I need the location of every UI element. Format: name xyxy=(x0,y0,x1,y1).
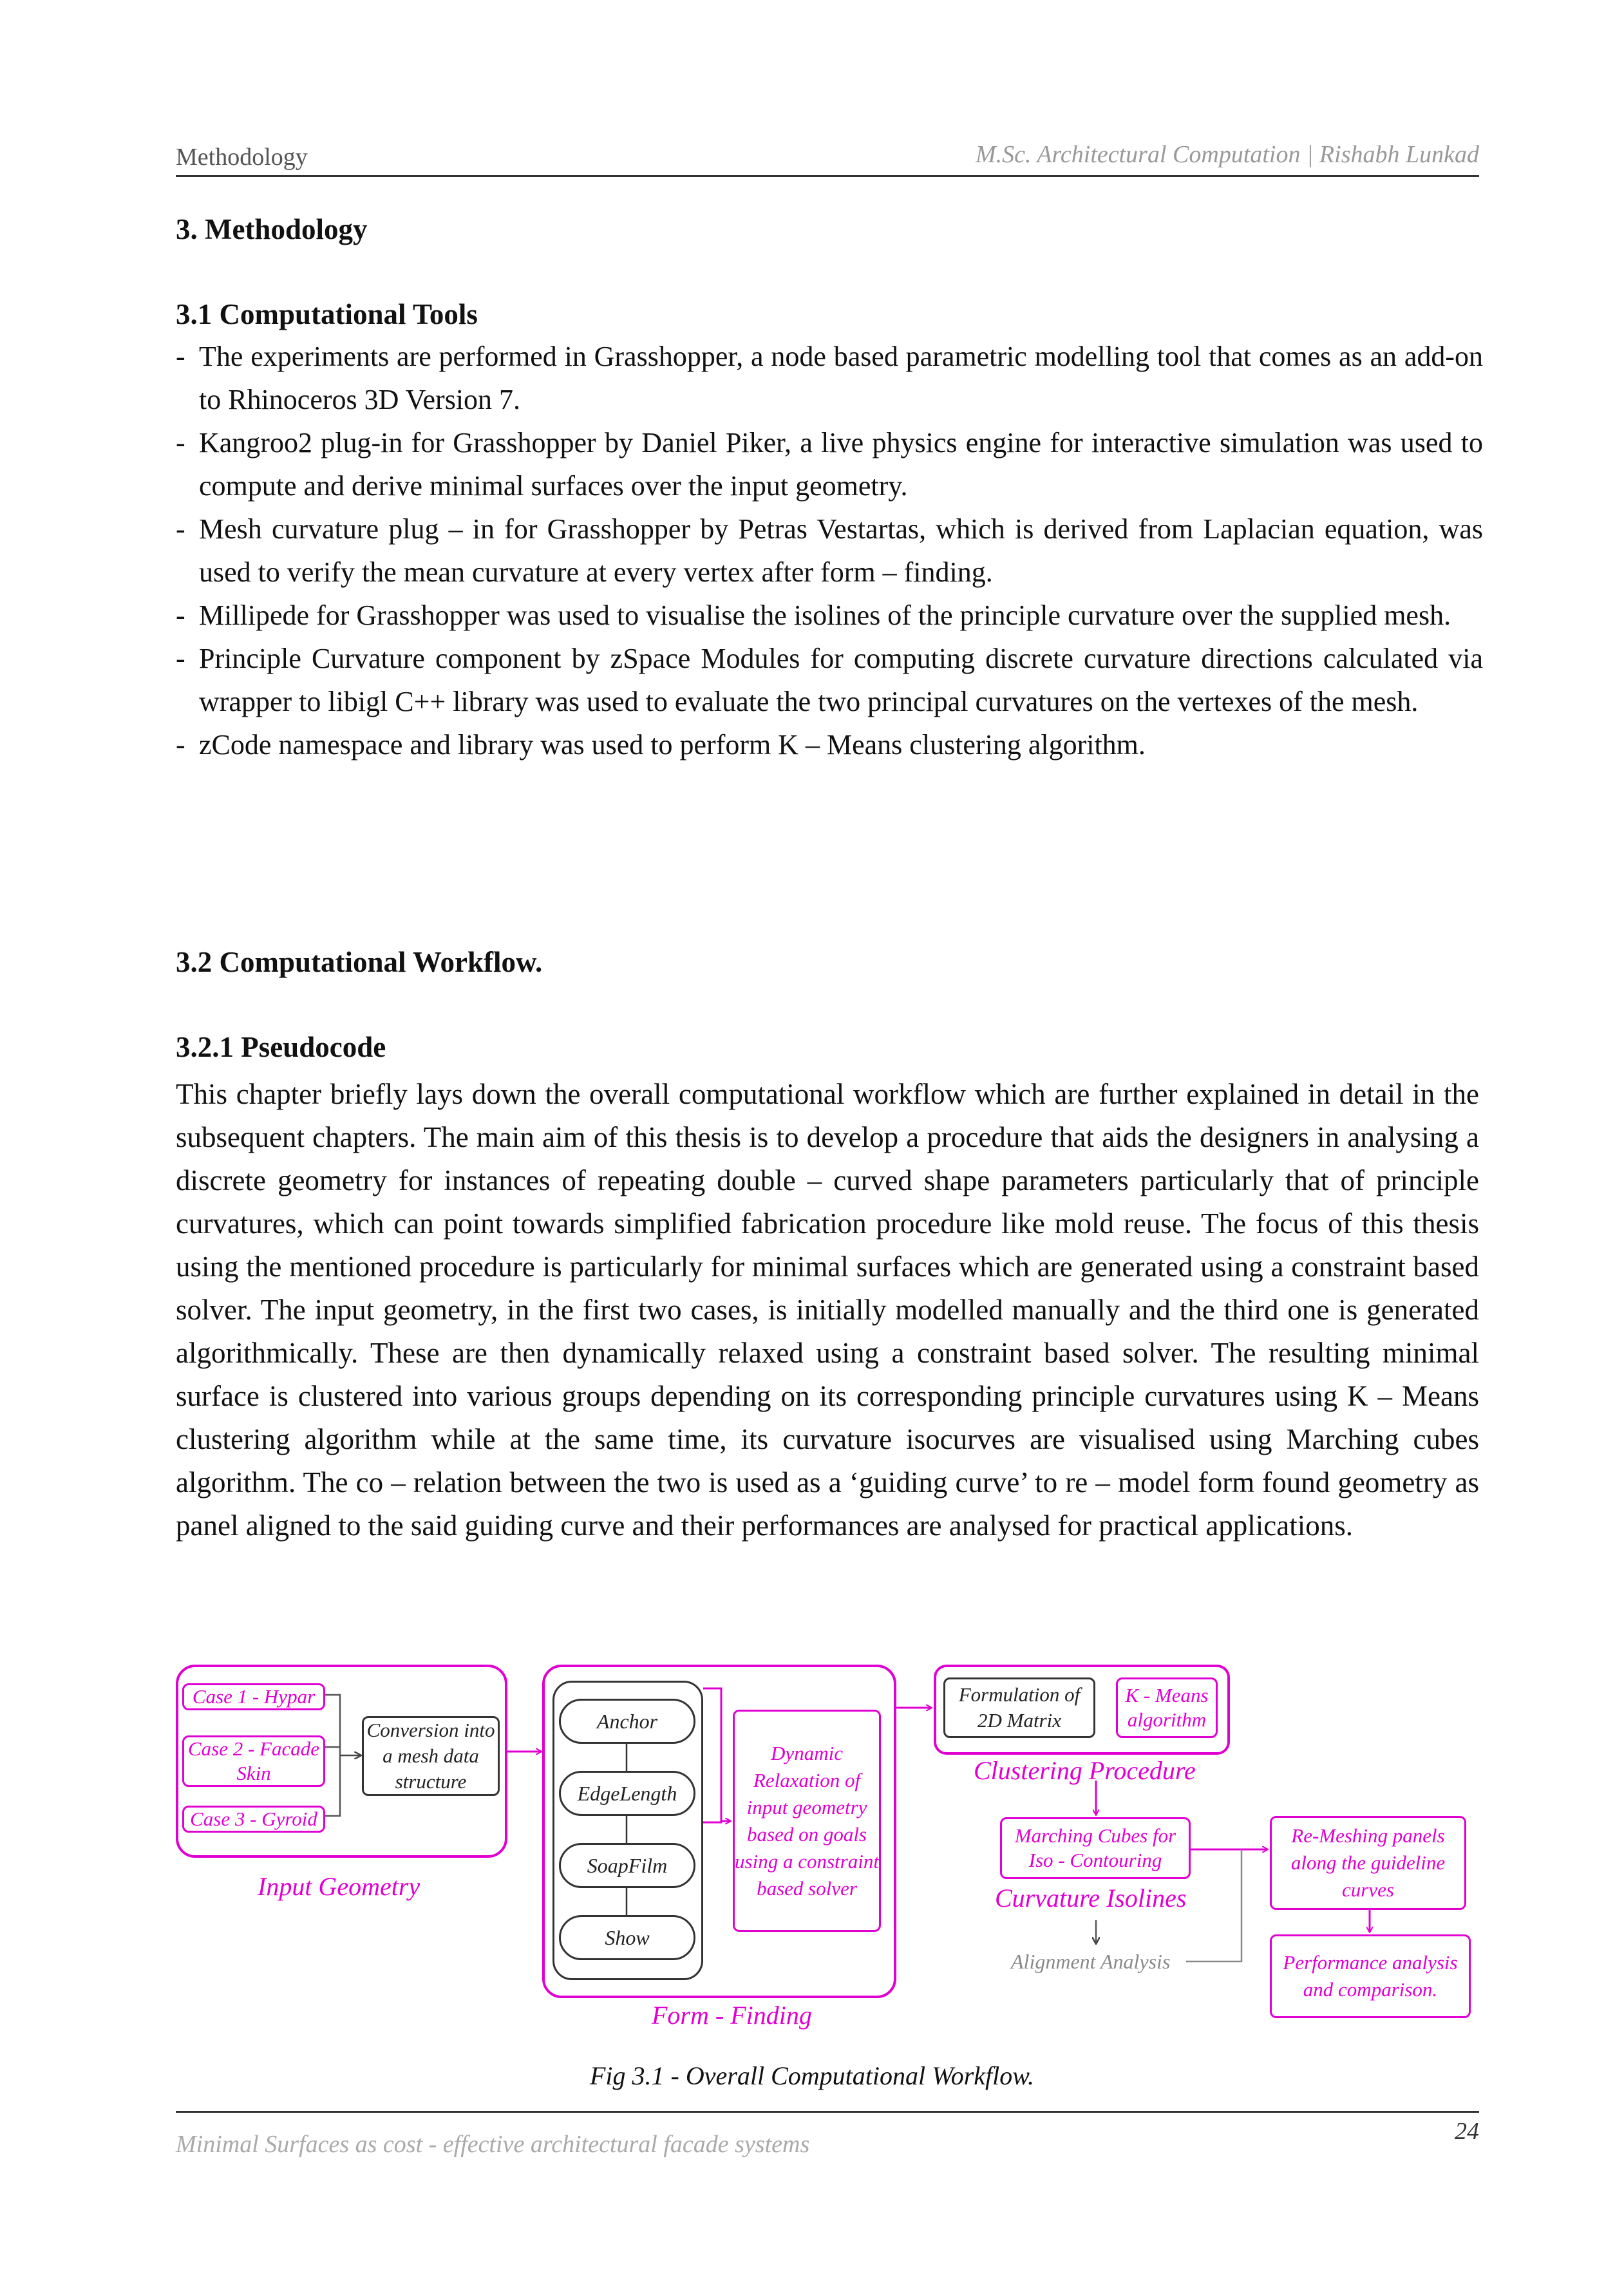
footer-thesis-title: Minimal Surfaces as cost - effective architectural facade systems xyxy=(176,2131,810,2158)
case-1-box: Case 1 - Hypar xyxy=(182,1683,325,1710)
section-title: 3. Methodology xyxy=(176,213,368,245)
case-3-box: Case 3 - Gyroid xyxy=(182,1806,325,1833)
subsection-title-workflow: 3.2 Computational Workflow. xyxy=(176,946,543,978)
show-component: Show xyxy=(559,1915,695,1960)
list-item: - zCode namespace and library was used to perform K – Means clustering algorithm. xyxy=(176,723,1483,766)
input-geometry-label: Input Geometry xyxy=(258,1872,420,1901)
clustering-label: Clustering Procedure xyxy=(974,1756,1196,1785)
curvature-isolines-label: Curvature Isolines xyxy=(995,1884,1187,1913)
footer-rule xyxy=(176,2111,1479,2113)
alignment-connector xyxy=(1186,1849,1242,1961)
pseudocode-paragraph: This chapter briefly lays down the overall computational workflow which are further explained in detail in the subsequent chapters. The main aim of this thesis is to develop a procedure that aids the designers in analysing a discrete geometry for instances of repeating double – curved shape parameters particularly that of principle curvatures, which can point towards simplified fabrication procedure like mold reuse. The focus of this thesis using the mentioned procedure is particularly for minimal surfaces which are generated using a constraint based solver. The input geometry, in the first two cases, is initially modelled manually and the third one is generated algorithmically. These are then dynamically relaxed using a constraint based solver. The resulting minimal surface is clustered into various groups depending on its corresponding principle curvatures using K – Means clustering algorithm while at the same time, its curvature isocurves are visualised using Marching cubes algorithm. The co – relation between the two is used as a ‘guiding curve’ to re – model form found geometry as panel aligned to the said guiding curve and their performances are analysed for practical applications. xyxy=(176,1078,1479,1542)
list-item: - Principle Curvature component by zSpace Modules for computing discrete curvature directions calculated via wrapper to libigl C++ library was used to evaluate the two principal curvatures on the vertexes of the mesh. xyxy=(176,637,1483,723)
conversion-box: Conversion into a mesh data structure xyxy=(362,1716,500,1796)
running-header-section: Methodology xyxy=(176,144,308,171)
page-number: 24 xyxy=(1455,2118,1479,2145)
soapfilm-component: SoapFilm xyxy=(559,1843,695,1888)
performance-box: Performance analysis and comparison. xyxy=(1270,1934,1471,2018)
alignment-analysis-label: Alignment Analysis xyxy=(1011,1950,1171,1973)
kmeans-box: K - Means algorithm xyxy=(1116,1677,1218,1738)
list-item: - Kangroo2 plug-in for Grasshopper by Daniel Piker, a live physics engine for interactive simulation was used to compute and derive minimal surfaces over the input geometry. xyxy=(176,421,1483,507)
list-item: - Millipede for Grasshopper was used to visualise the isolines of the principle curvature over the supplied mesh. xyxy=(176,594,1483,637)
figure-caption: Fig 3.1 - Overall Computational Workflow. xyxy=(590,2061,1034,2090)
dynamic-relaxation-box: Dynamic Relaxation of input geometry based on goals using a constraint based solver xyxy=(733,1710,881,1932)
subsubsection-title-pseudocode: 3.2.1 Pseudocode xyxy=(176,1031,386,1063)
edgelength-component: EdgeLength xyxy=(559,1771,695,1816)
matrix-box: Formulation of 2D Matrix xyxy=(943,1677,1095,1738)
anchor-component: Anchor xyxy=(559,1699,695,1744)
list-item: - The experiments are performed in Grasshopper, a node based parametric modelling tool that comes as an add-on to Rhinoceros 3D Version 7. xyxy=(176,335,1483,421)
form-finding-label: Form - Finding xyxy=(652,2001,812,2030)
case-2-box: Case 2 - Facade Skin xyxy=(182,1735,325,1787)
marching-cubes-box: Marching Cubes for Iso - Contouring xyxy=(1000,1817,1191,1879)
remeshing-box: Re-Meshing panels along the guideline curves xyxy=(1270,1816,1466,1910)
subsection-title-tools: 3.1 Computational Tools xyxy=(176,298,478,330)
running-header-author: M.Sc. Architectural Computation | Rishabh Lunkad xyxy=(975,141,1479,168)
list-item: - Mesh curvature plug – in for Grasshopper by Petras Vestartas, which is derived from Laplacian equation, was used to verify the mean curvature at every vertex after form – finding. xyxy=(176,507,1483,594)
